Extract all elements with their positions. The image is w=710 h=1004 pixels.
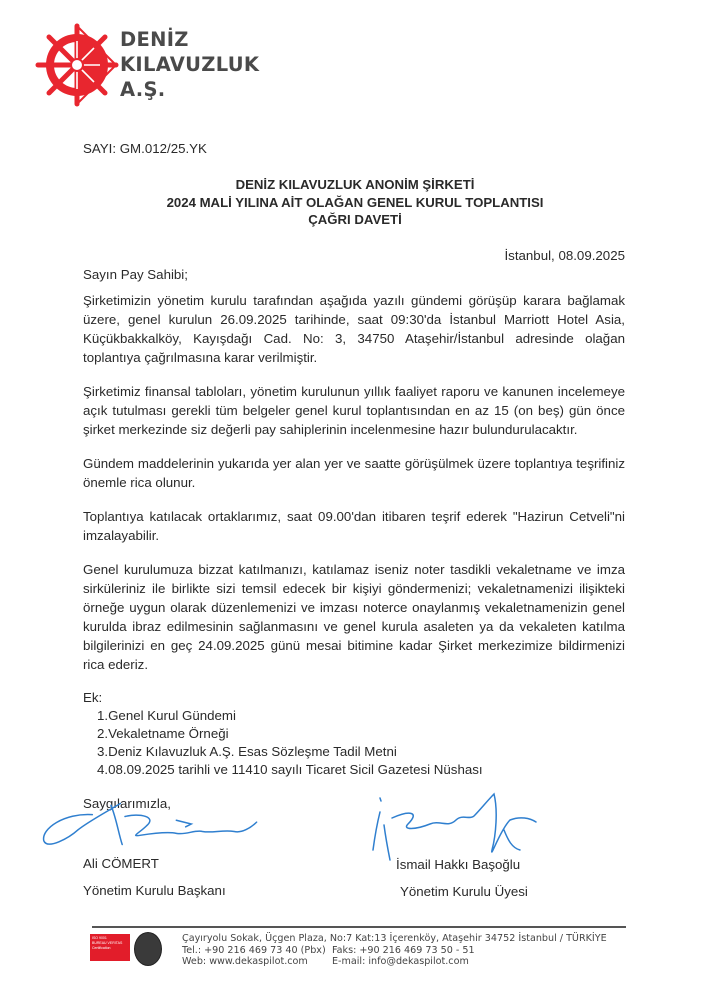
footer-web-row: [182, 956, 630, 968]
company-name-line2: KILAVUZLUK: [120, 53, 260, 76]
attachments: [83, 689, 625, 779]
title-line-3: ÇAĞRI DAVETİ: [308, 212, 402, 227]
footer-tel: Tel.: +90 216 469 73 40 (Pbx): [182, 944, 326, 956]
footer-address: Çayıryolu Sokak, Üçgen Plaza, No:7 Kat:13 İçerenköy, Ataşehir 34752 İstanbul / TÜRKİYE: [182, 933, 607, 944]
paragraph-attendance: Toplantıya katılacak ortaklarımız, saat 09.00'dan itibaren teşrif ederek "Hazirun Cetveli"ni imzalayabilir.: [83, 509, 625, 543]
footer-divider: [92, 926, 626, 928]
signatory-2-name: İsmail Hakkı Başoğlu: [396, 857, 521, 872]
paragraph-meeting-details: Şirketimizin yönetim kurulu tarafından aşağıda yazılı gündemi görüşüp karara bağlamak üzere, genel kurulun 26.09.2025 tarihinde, saat 09:30'da İstanbul Marriott Hotel Asia, Küçükbakkalköy, Kayışdağı Cad. No: 3, 34750 Ataşehir/İstanbul adresinde olağan toplantıya çağrılmasına karar verilmiştir.: [83, 293, 625, 365]
footer-contact: [182, 933, 630, 968]
attachment-item: 3.Deniz Kılavuzluk A.Ş. Esas Sözleşme Tadil Metni: [97, 744, 397, 759]
signatory-1-title: Yönetim Kurulu Başkanı: [83, 883, 226, 898]
company-logo: [34, 22, 294, 112]
reference-number: SAYI: GM.012/25.YK: [83, 141, 207, 156]
document-title: [0, 176, 710, 229]
cert-line-1: ISO 9001: [92, 936, 107, 940]
paragraph-documents: Şirketimiz finansal tabloları, yönetim kurulunun yıllık faaliyet raporu ve kanunen incelemeye açık tutulması gerekli tüm belgeler genel kurul toplantısından en az 15 (on beş) gün önce şirket merkezinde siz değerli pay sahiplerinin incelenmesine hazır bulundurulacaktır.: [83, 384, 625, 437]
footer-fax: Faks: +90 216 469 73 50 - 51: [332, 944, 475, 956]
company-name-line3: A.Ş.: [120, 78, 166, 101]
ship-wheel-icon: [34, 22, 120, 108]
closing: Saygılarımızla,: [83, 796, 171, 811]
paragraph-agenda: Gündem maddelerinin yukarıda yer alan yer ve saatte görüşülmek üzere toplantıya teşrifiniz önemle rica olunur.: [83, 456, 625, 490]
letter-body: [83, 266, 625, 812]
title-line-1: DENİZ KILAVUZLUK ANONİM ŞİRKETİ: [235, 177, 475, 192]
attachments-list: [83, 707, 625, 779]
footer-web[interactable]: Web: www.dekaspilot.com: [182, 956, 308, 967]
title-line-2: 2024 MALİ YILINA AİT OLAĞAN GENEL KURUL TOPLANTISI: [166, 194, 544, 210]
attachment-item: 1.Genel Kurul Gündemi: [97, 708, 236, 723]
iso-certification-badge: [90, 934, 130, 961]
signatory-1-name: Ali CÖMERT: [83, 856, 159, 871]
attachment-item: 4.08.09.2025 tarihli ve 11410 sayılı Ticaret Sicil Gazetesi Nüshası: [97, 762, 483, 777]
company-name-line1: DENİZ: [120, 28, 189, 51]
cert-line-2: BUREAU VERITAS: [92, 941, 123, 945]
attachment-item: 2.Vekaletname Örneği: [97, 726, 229, 741]
bureau-veritas-seal-icon: [134, 932, 162, 966]
signatory-2-title: Yönetim Kurulu Üyesi: [400, 884, 528, 899]
footer-email[interactable]: E-mail: info@dekaspilot.com: [332, 956, 469, 967]
footer-phone-row: [182, 945, 630, 957]
company-name: [120, 27, 259, 102]
document-date: İstanbul, 08.09.2025: [504, 248, 625, 263]
cert-line-3: Certification: [92, 946, 111, 950]
paragraph-proxy: Genel kurulumuza bizzat katılmanızı, katılamaz iseniz noter tasdikli vekaletname ve imza sirküleriniz ile birlikte sizi temsil edecek bir kişiyi göndermenizi; vekaletnamenizi ilişikteki örneğe uygun olarak düzenlemenizi ve imzası noterce onaylanmış vekaletnamenizin genel kurulda ibraz edilmesinin sağlanmasını ve genel kurula asaleten ya da vekaleten katılma bilgilerinizi en geç 24.09.2025 günü mesai bitimine kadar Şirket merkezimize bildirmenizi rica ederiz.: [83, 562, 625, 672]
salutation: Sayın Pay Sahibi;: [83, 267, 188, 282]
attachments-label: Ek:: [83, 690, 103, 705]
signature-icon: [28, 796, 278, 852]
